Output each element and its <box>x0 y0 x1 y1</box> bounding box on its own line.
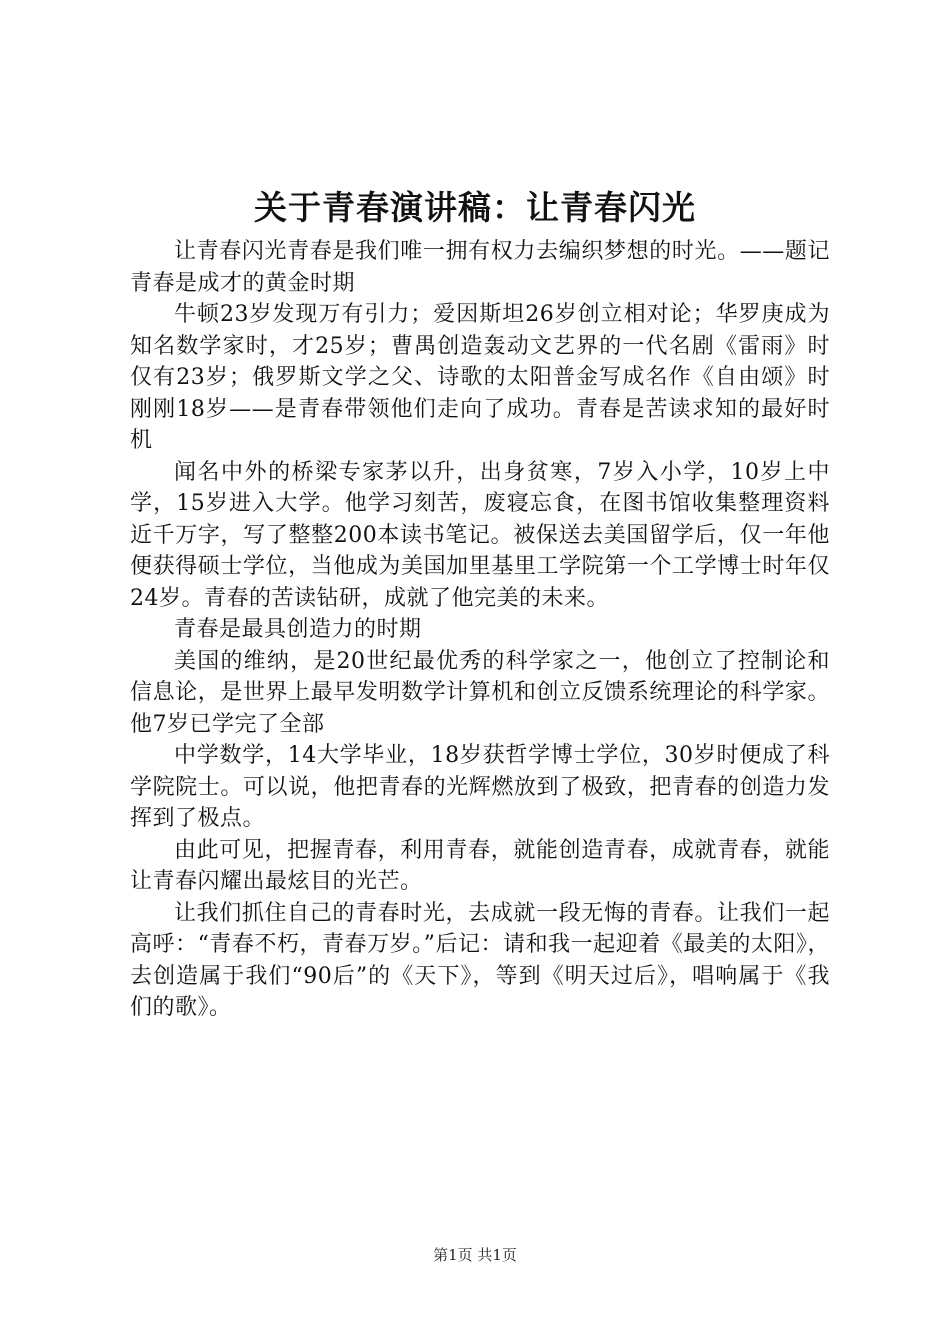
paragraph-wiener: 美国的维纳，是20世纪最优秀的科学家之一，他创立了控制论和信息论，是世界上最早发明数学计算机和创立反馈系统理论的科学家。他7岁已学完了全部 <box>130 648 830 737</box>
paragraph-conclusion: 由此可见，把握青春，利用青春，就能创造青春，成就青春，就能让青春闪耀出最炫目的光芒。 <box>130 837 830 894</box>
paragraph-wiener-continued: 中学数学，14大学毕业，18岁获哲学博士学位，30岁时便成了科学院院士。可以说，他把青春的光辉燃放到了极致，把青春的创造力发挥到了极点。 <box>130 743 830 831</box>
paragraph-epigraph: 让青春闪光青春是我们唯一拥有权力去编织梦想的时光。——题记青春是成才的黄金时期 <box>130 239 830 296</box>
page-footer: 第1页 共1页 <box>433 1246 517 1264</box>
paragraph-creativity-heading: 青春是最具创造力的时期 <box>174 617 422 642</box>
paragraph-scientists: 牛顿23岁发现万有引力；爱因斯坦26岁创立相对论；华罗庚成为知名数学家时，才25岁；曹禺创造轰动文艺界的一代名剧《雷雨》时仅有23岁；俄罗斯文学之父、诗歌的太阳普金写成名作《自由颂》时刚刚18岁——是青春带领他们走向了成功。青春是苦读求知的最好时机 <box>130 302 830 453</box>
paragraph-mao-yisheng: 闻名中外的桥梁专家茅以升，出身贫寒，7岁入小学，10岁上中学，15岁进入大学。他学习刻苦，废寝忘食，在图书馆收集整理资料近千万字，写了整整200本读书笔记。被保送去美国留学后，仅一年他便获得硕士学位，当他成为美国加里基里工学院第一个工学博士时年仅24岁。青春的苦读钻研，成就了他完美的未来。 <box>130 459 830 611</box>
paragraph-closing: 让我们抓住自己的青春时光，去成就一段无悔的青春。让我们一起高呼：“青春不朽，青春万岁。”后记：请和我一起迎着《最美的太阳》，去创造属于我们“90后”的《天下》，等到《明天过后》，唱响属于《我们的歌》。 <box>130 900 830 1020</box>
document-body <box>130 236 830 1024</box>
document-title: 关于青春演讲稿：让青春闪光 <box>254 188 696 227</box>
